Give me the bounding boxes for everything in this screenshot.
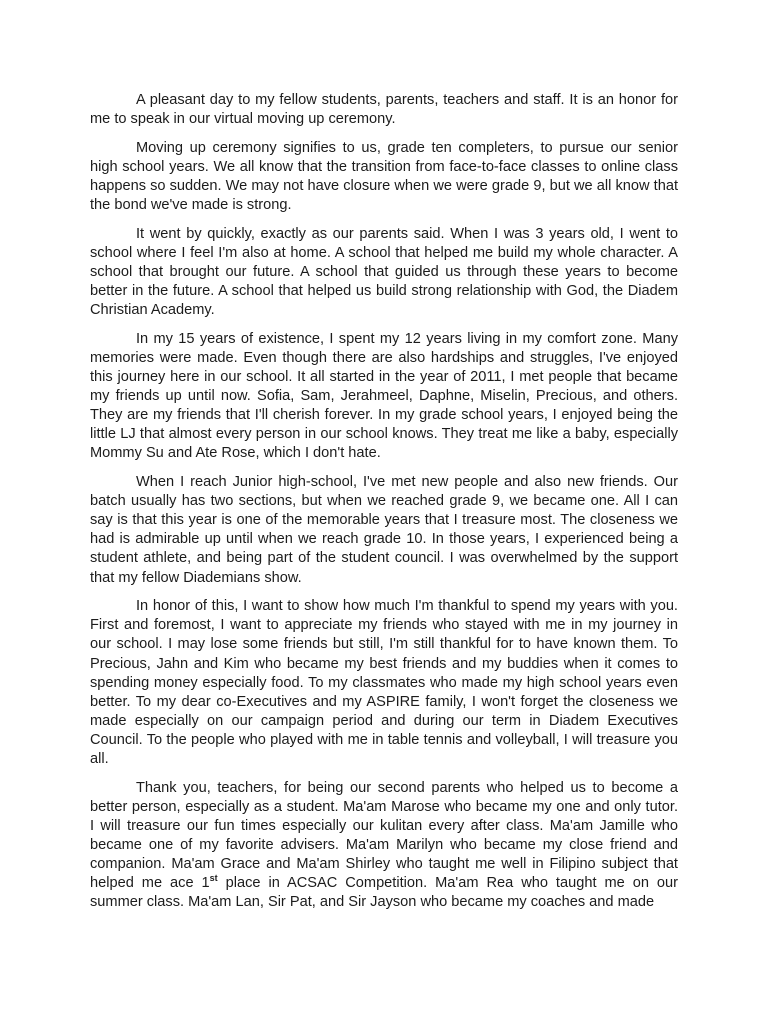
paragraph-text: It went by quickly, exactly as our parents said. When I was 3 years old, I went to school where I feel I'm also at home. A school that helped me build my whole character. A school that brought our future. A school that guided us through these years to become better in the future. A school that helped us build strong relationship with God, the Diadem Christian Academy. bbox=[90, 225, 678, 319]
paragraph-greeting bbox=[90, 91, 678, 129]
paragraph-memories bbox=[90, 330, 678, 464]
ordinal-suffix: st bbox=[209, 873, 218, 884]
paragraph-text-after-ordinal: place in ACSAC Competition. Ma'am Rea who taught me on our summer class. Ma'am Lan, Sir Pat, and Sir Jayson who became my coaches and made bbox=[90, 875, 678, 911]
paragraph-text: In my 15 years of existence, I spent my 12 years living in my comfort zone. Many memories were made. Even though there are also hardships and struggles, I've enjoyed this journey here in our school. It all started in the year of 2011, I met people that became my friends up until now. Sofia, Sam, Jerahmeel, Daphne, Miselin, Precious, and others. They are my friends that I'll cherish forever. In my grade school years, I enjoyed being the little LJ that almost every person in our school knows. They treat me like a baby, especially Mommy Su and Ate Rose, which I don't hate. bbox=[90, 330, 678, 462]
paragraph-text: In honor of this, I want to show how much I'm thankful to spend my years with you. First and foremost, I want to appreciate my friends who stayed with me in my journey in our school. I may lose some friends but still, I'm still thankful for to have known them. To Precious, Jahn and Kim who became my best friends and my buddies when it comes to spending money especially food. To my classmates who made my high school years even better. To my dear co-Executives and my ASPIRE family, I won't forget the closeness we made especially on our campaign period and during our term in Diadem Executives Council. To the people who played with me in table tennis and volleyball, I will treasure you all. bbox=[90, 598, 678, 767]
paragraph-text-before-ordinal: Thank you, teachers, for being our second parents who helped us to become a better person, especially as a student. Ma'am Marose who became my one and only tutor. I will treasure our fun times especially our kulitan every after class. Ma'am Jamille who became one of my favorite advisers. Ma'am Marilyn who became my close friend and companion. Ma'am Grace and Ma'am Shirley who taught me well in Filipino subject that helped me ace 1 bbox=[90, 779, 678, 892]
paragraph-text: A pleasant day to my fellow students, parents, teachers and staff. It is an honor for me to speak in our virtual moving up ceremony. bbox=[90, 92, 678, 128]
paragraph-friends-thanks bbox=[90, 597, 678, 769]
paragraph-text: When I reach Junior high-school, I've met new people and also new friends. Our batch usually has two sections, but when we reached grade 9, we became one. All I can say is that this year is one of the memorable years that I treasure most. The closeness we had is admirable up until when we reach grade 10. In those years, I experienced being a student athlete, and being part of the student council. I was overwhelmed by the support that my fellow Diademians show. bbox=[90, 474, 678, 586]
paragraph-moving-up bbox=[90, 139, 678, 215]
paragraph-junior-high bbox=[90, 473, 678, 588]
paragraph-school bbox=[90, 225, 678, 320]
paragraph-text: Moving up ceremony signifies to us, grade ten completers, to pursue our senior high school years. We all know that the transition from face-to-face classes to online class happens so sudden. We may not have closure when we were grade 9, but we all know that the bond we've made is strong. bbox=[90, 139, 678, 214]
paragraph-teachers-thanks bbox=[90, 779, 678, 913]
